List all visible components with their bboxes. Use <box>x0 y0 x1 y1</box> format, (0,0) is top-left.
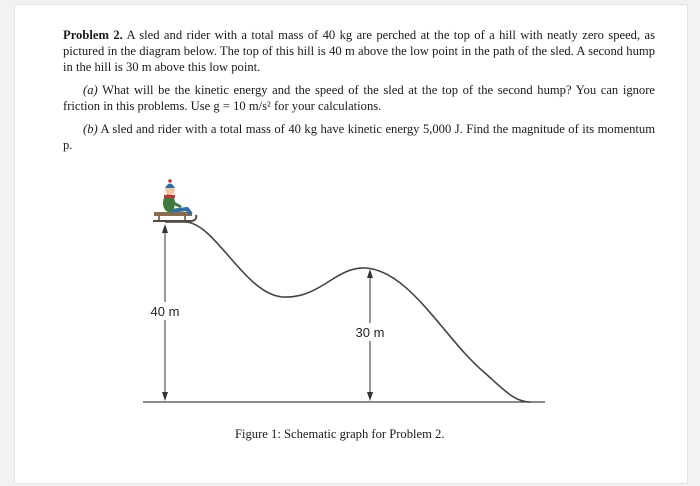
problem-intro: A sled and rider with a total mass of 40 kg are perched at the top of a hill with neatly zero speed, as pictured in the diagram below. The top of this hill is 40 m above the low point in the path of the sled. A second hump in the hill is 30 m above this low point. <box>63 28 655 74</box>
part-b-label: (b) <box>83 122 98 136</box>
figure-caption: Figure 1: Schematic graph for Problem 2. <box>235 427 445 441</box>
first-height-label: 40 m <box>150 304 180 319</box>
part-a-text: What will be the kinetic energy and the speed of the sled at the top of the second hump? You can ignore friction in this problems. Use g = 10 m/s² for your calculations. <box>63 83 656 113</box>
hill-diagram <box>15 5 687 483</box>
sled-rider-illustration <box>153 179 196 221</box>
second-height-label: 30 m <box>355 325 385 340</box>
hill-curve <box>165 222 530 402</box>
document-page <box>14 4 688 484</box>
part-b-text: A sled and rider with a total mass of 40 kg have kinetic energy 5,000 J. Find the magnitude of its momentum p. <box>63 122 655 152</box>
problem-intro-paragraph: Problem 2. A sled and rider with a total mass of 40 kg are perched at the top of a hill with neatly zero speed, as pictured in the diagram below. The top of this hill is 40 m above the low point in the path of the sled. A second hump in the hill is 30 m above this low point. <box>63 28 655 74</box>
problem-title: Problem 2 <box>63 28 120 42</box>
part-a-label: (a) <box>83 83 98 97</box>
